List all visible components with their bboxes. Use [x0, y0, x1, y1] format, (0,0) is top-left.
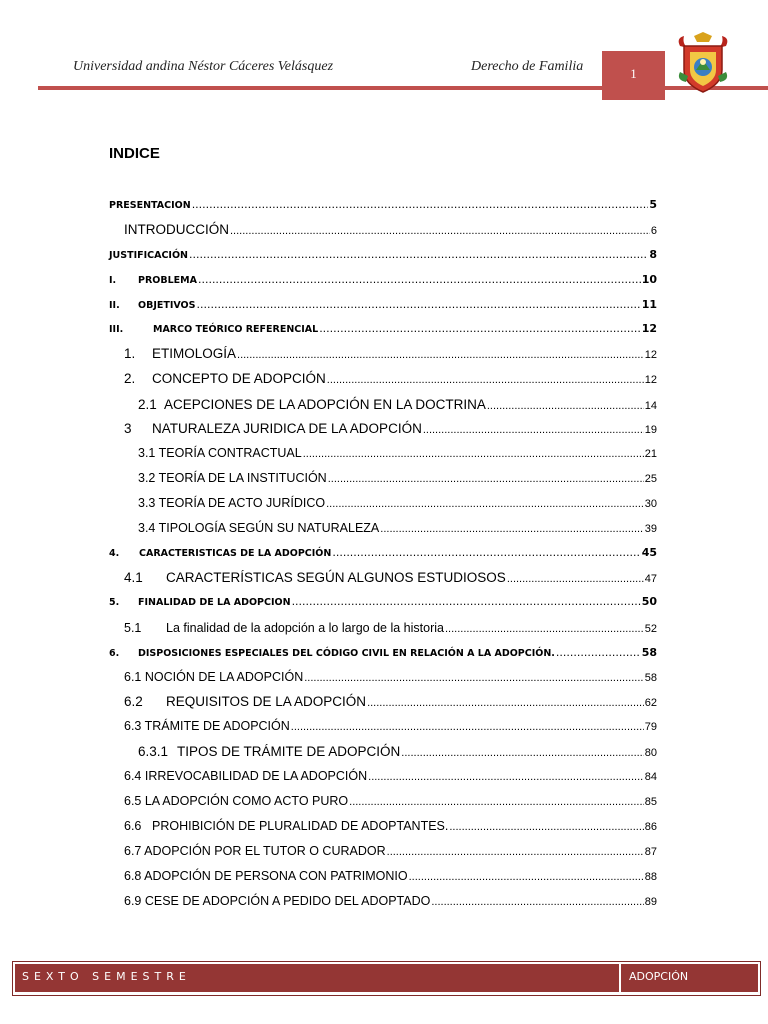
toc-entry-number: III.: [109, 324, 124, 335]
toc-leader-dots: [449, 821, 643, 833]
toc-entry-page: 58: [644, 672, 657, 684]
toc-entry-text: PROBLEMA: [138, 275, 197, 286]
toc-entry-page: 47: [644, 573, 657, 585]
toc-entry-page: 80: [644, 747, 657, 759]
toc-entry-page: 6: [650, 225, 657, 237]
toc-entry-number: 2.: [124, 371, 136, 386]
toc-entry-text: NATURALEZA JURIDICA DE LA ADOPCIÓN: [152, 421, 422, 436]
toc-entry-page: 12: [644, 349, 657, 361]
toc-leader-dots: [292, 595, 641, 608]
toc-entry-number: 6.: [109, 648, 120, 659]
toc-entry: [124, 769, 657, 783]
toc-leader-dots: [368, 771, 644, 783]
university-crest-icon: [672, 32, 734, 94]
toc-entry-number: 4.1: [124, 570, 143, 585]
footer-divider: [619, 964, 621, 992]
toc-entry-number: 1.: [124, 346, 136, 361]
toc-entry-number: 6.3.1: [138, 744, 169, 759]
toc-entry-page: 8: [649, 248, 657, 261]
toc-entry-page: 58: [641, 646, 657, 659]
toc-leader-dots: [380, 523, 643, 535]
toc-entry: [124, 371, 657, 386]
toc-entry: [124, 894, 657, 908]
toc-leader-dots: [332, 546, 640, 559]
toc-entry-page: 88: [644, 871, 657, 883]
toc-entry: [109, 273, 657, 286]
toc-leader-dots: [237, 349, 644, 361]
toc-entry-page: 11: [641, 298, 657, 311]
toc-entry: [124, 794, 657, 808]
toc-entry-number: II.: [109, 300, 120, 311]
toc-leader-dots: [328, 473, 644, 485]
toc-entry-number: 5.1: [124, 621, 142, 635]
toc-entry-page: 25: [644, 473, 657, 485]
toc-entry: [109, 198, 657, 211]
toc-leader-dots: [431, 896, 643, 908]
toc-leader-dots: [556, 646, 641, 659]
toc-leader-dots: [326, 498, 644, 510]
toc-entry: [124, 694, 657, 709]
toc-entry-text: OBJETIVOS: [138, 300, 196, 311]
toc-leader-dots: [291, 721, 644, 733]
toc-leader-dots: [198, 273, 641, 286]
toc-leader-dots: [445, 623, 644, 635]
toc-leader-dots: [189, 248, 648, 261]
toc-leader-dots: [304, 672, 644, 684]
toc-entry-page: 89: [644, 896, 657, 908]
course-name: Derecho de Familia: [471, 59, 584, 74]
toc-entry-page: 5: [649, 198, 657, 211]
index-title: INDICE: [109, 145, 160, 162]
toc-leader-dots: [507, 573, 644, 585]
toc-entry-page: 14: [644, 400, 657, 412]
page-number: 1: [630, 65, 637, 81]
toc-entry: [109, 646, 657, 659]
toc-entry: [138, 446, 657, 460]
toc-entry: [124, 346, 657, 361]
page-number-box: [602, 51, 665, 100]
toc-entry-text: ACEPCIONES DE LA ADOPCIÓN EN LA DOCTRINA: [164, 397, 486, 412]
toc-entry-number: 6.2: [124, 694, 143, 709]
toc-entry-text: 6.7 ADOPCIÓN POR EL TUTOR O CURADOR: [124, 844, 386, 858]
toc-entry-text: 3.2 TEORÍA DE LA INSTITUCIÓN: [138, 471, 327, 485]
toc-leader-dots: [303, 448, 644, 460]
toc-leader-dots: [192, 198, 649, 211]
toc-entry-text: REQUISITOS DE LA ADOPCIÓN: [166, 694, 367, 709]
toc-entry-page: 87: [644, 846, 657, 858]
toc-entry-number: 5.: [109, 597, 120, 608]
toc-entry-page: 12: [641, 322, 657, 335]
toc-entry: [109, 322, 657, 335]
toc-entry-text: 3.3 TEORÍA DE ACTO JURÍDICO: [138, 496, 326, 510]
toc-entry-text: La finalidad de la adopción a lo largo de la historia: [166, 621, 444, 635]
toc-entry-number: 6.6: [124, 819, 142, 833]
toc-entry-text: TIPOS DE TRÁMITE DE ADOPCIÓN: [177, 744, 401, 759]
toc-entry: [124, 621, 657, 635]
toc-entry: [109, 595, 657, 608]
toc-entry-page: 85: [644, 796, 657, 808]
footer-semester: SEXTO SEMESTRE: [22, 970, 191, 983]
toc-entry-text: FINALIDAD DE LA ADOPCION: [138, 597, 291, 608]
toc-leader-dots: [367, 697, 644, 709]
toc-entry: [138, 496, 657, 510]
toc-entry: [124, 869, 657, 883]
toc-entry: [124, 570, 657, 585]
toc-entry-page: 84: [644, 771, 657, 783]
toc-entry-page: 12: [644, 374, 657, 386]
toc-entry-text: 6.8 ADOPCIÓN DE PERSONA CON PATRIMONIO: [124, 869, 408, 883]
toc-entry: [138, 744, 657, 759]
toc-entry-page: 45: [641, 546, 657, 559]
toc-leader-dots: [196, 298, 640, 311]
toc-entry-text: PROHIBICIÓN DE PLURALIDAD DE ADOPTANTES.: [152, 819, 449, 833]
toc-leader-dots: [423, 424, 644, 436]
toc-entry-text: CONCEPTO DE ADOPCIÓN: [152, 371, 326, 386]
toc-leader-dots: [327, 374, 644, 386]
toc-leader-dots: [409, 871, 644, 883]
toc-entry-text: 6.3 TRÁMITE DE ADOPCIÓN: [124, 719, 290, 733]
toc-entry: [124, 670, 657, 684]
toc-leader-dots: [230, 225, 650, 237]
toc-entry-page: 39: [644, 523, 657, 535]
toc-entry-number: 2.1: [138, 397, 157, 412]
toc-leader-dots: [319, 322, 641, 335]
toc-entry-page: 50: [641, 595, 657, 608]
toc-entry-number: I.: [109, 275, 117, 286]
toc-entry: [138, 471, 657, 485]
toc-entry: [138, 397, 657, 412]
toc-leader-dots: [487, 400, 644, 412]
toc-entry: [124, 844, 657, 858]
toc-entry-text: MARCO TEÓRICO REFERENCIAL: [153, 324, 319, 335]
toc-entry-page: 21: [644, 448, 657, 460]
toc-leader-dots: [401, 747, 643, 759]
toc-leader-dots: [349, 796, 644, 808]
toc-entry-page: 86: [644, 821, 657, 833]
toc-entry-page: 19: [644, 424, 657, 436]
toc-entry-text: DISPOSICIONES ESPECIALES DEL CÓDIGO CIVIL EN RELACIÓN A LA ADOPCIÓN.: [138, 648, 555, 659]
toc-entry: [109, 298, 657, 311]
toc-entry-text: INTRODUCCIÓN: [124, 222, 229, 237]
toc-entry-text: CARACTERÍSTICAS SEGÚN ALGUNOS ESTUDIOSOS: [166, 570, 506, 585]
toc-entry-number: 3: [124, 421, 132, 436]
toc-entry: [124, 222, 657, 237]
toc-entry: [138, 521, 657, 535]
toc-entry-text: CARACTERISTICAS DE LA ADOPCIÓN: [139, 548, 332, 559]
toc-entry-text: 6.4 IRREVOCABILIDAD DE LA ADOPCIÓN: [124, 769, 368, 783]
toc-entry-text: 6.5 LA ADOPCIÓN COMO ACTO PURO: [124, 794, 349, 808]
toc-entry: [124, 819, 657, 833]
toc-entry: [124, 719, 657, 733]
toc-entry-text: 6.1 NOCIÓN DE LA ADOPCIÓN: [124, 670, 304, 684]
toc-entry-text: PRESENTACION: [109, 200, 191, 211]
toc-leader-dots: [387, 846, 644, 858]
footer-topic: ADOPCIÓN: [629, 970, 689, 983]
toc-entry-page: 30: [644, 498, 657, 510]
toc-entry-text: 3.4 TIPOLOGÍA SEGÚN SU NATURALEZA: [138, 521, 380, 535]
toc-entry-text: JUSTIFICACIÓN: [109, 250, 188, 261]
toc-entry-page: 62: [644, 697, 657, 709]
toc-entry-text: 6.9 CESE DE ADOPCIÓN A PEDIDO DEL ADOPTADO: [124, 894, 431, 908]
toc-entry-page: 10: [641, 273, 657, 286]
university-name: Universidad andina Néstor Cáceres Velásquez: [73, 59, 334, 74]
toc-entry-text: 3.1 TEORÍA CONTRACTUAL: [138, 446, 302, 460]
toc-entry: [109, 248, 657, 261]
toc-entry-number: 4.: [109, 548, 120, 559]
toc-entry: [109, 546, 657, 559]
toc-entry: [124, 421, 657, 436]
toc-entry-page: 79: [644, 721, 657, 733]
toc-entry-text: ETIMOLOGÍA: [152, 346, 237, 361]
toc-entry-page: 52: [644, 623, 657, 635]
